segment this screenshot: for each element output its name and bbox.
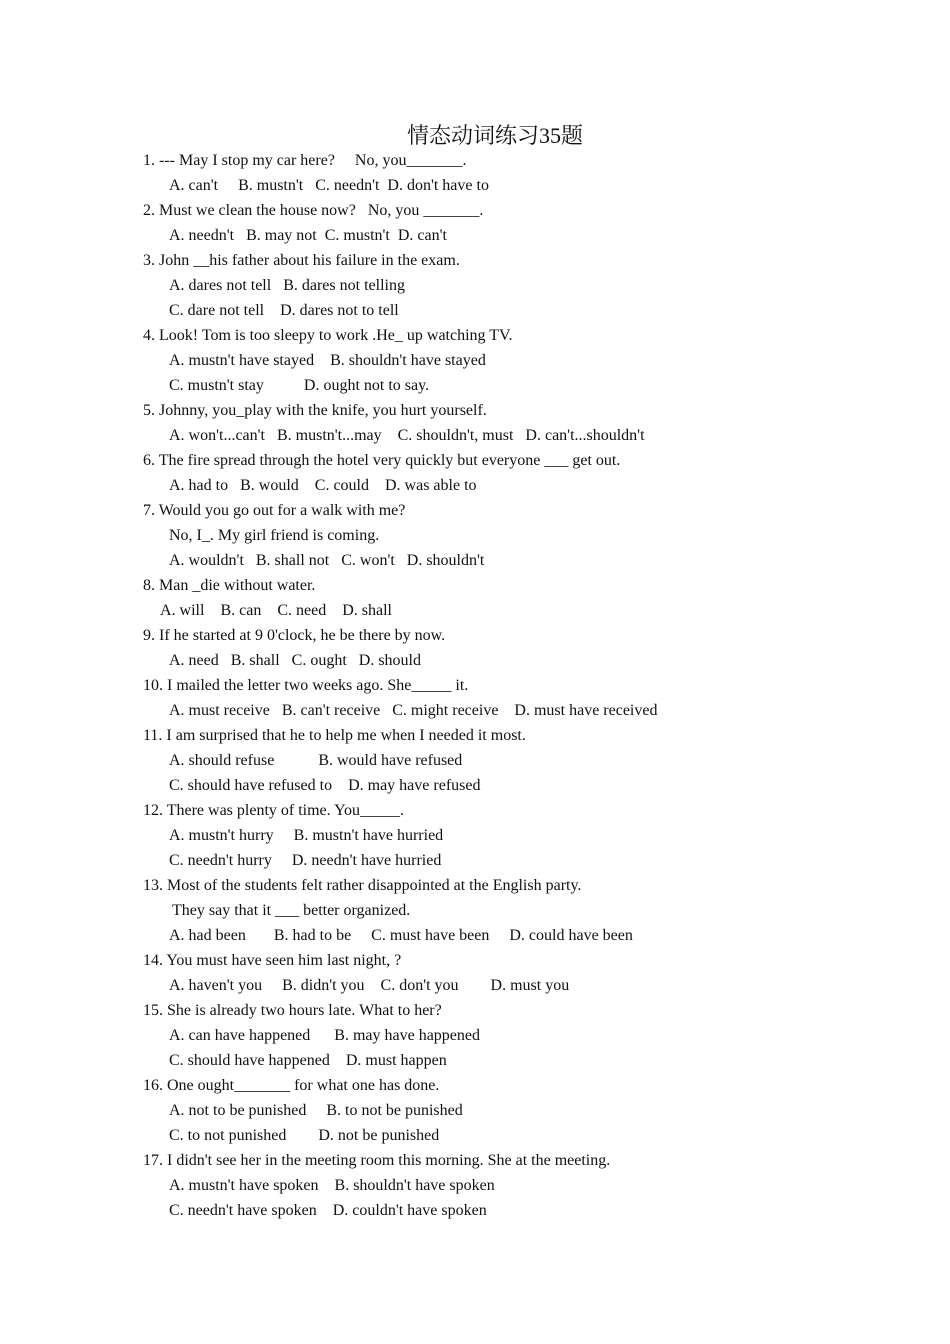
options-12b: C. needn't hurry D. needn't have hurried bbox=[169, 852, 442, 869]
options-14: A. haven't you B. didn't you C. don't you D. must you bbox=[169, 977, 570, 994]
question-12: 12. There was plenty of time. You_____. bbox=[143, 802, 405, 819]
options-12a: A. mustn't hurry B. mustn't have hurried bbox=[169, 827, 444, 844]
question-9: 9. If he started at 9 0'clock, he be there by now. bbox=[143, 627, 446, 644]
options-9: A. need B. shall C. ought D. should bbox=[169, 652, 421, 669]
options-10: A. must receive B. can't receive C. might receive D. must have received bbox=[169, 702, 658, 719]
options-7: A. wouldn't B. shall not C. won't D. shouldn't bbox=[169, 552, 485, 569]
question-15: 15. She is already two hours late. What to her? bbox=[143, 1002, 442, 1019]
question-13-cont: They say that it ___ better organized. bbox=[172, 902, 411, 919]
question-13: 13. Most of the students felt rather disappointed at the English party. bbox=[143, 877, 582, 894]
question-3: 3. John __his father about his failure in the exam. bbox=[143, 252, 460, 269]
options-15a: A. can have happened B. may have happened bbox=[169, 1027, 480, 1044]
options-4b: C. mustn't stay D. ought not to say. bbox=[169, 377, 430, 394]
question-5: 5. Johnny, you_play with the knife, you hurt yourself. bbox=[143, 402, 487, 419]
options-6: A. had to B. would C. could D. was able to bbox=[169, 477, 477, 494]
options-11a: A. should refuse B. would have refused bbox=[169, 752, 463, 769]
question-16: 16. One ought_______ for what one has done. bbox=[143, 1077, 440, 1094]
question-10: 10. I mailed the letter two weeks ago. She_____ it. bbox=[143, 677, 469, 694]
options-5: A. won't...can't B. mustn't...may C. shouldn't, must D. can't...shouldn't bbox=[169, 427, 645, 444]
question-7-reply: No, I_. My girl friend is coming. bbox=[169, 527, 380, 544]
question-14: 14. You must have seen him last night, ? bbox=[143, 952, 402, 969]
options-8: A. will B. can C. need D. shall bbox=[160, 602, 392, 619]
options-17b: C. needn't have spoken D. couldn't have spoken bbox=[169, 1202, 487, 1219]
options-16b: C. to not punished D. not be punished bbox=[169, 1127, 440, 1144]
question-1: 1. --- May I stop my car here? No, you_______. bbox=[143, 152, 467, 169]
question-8: 8. Man _die without water. bbox=[143, 577, 316, 594]
question-6: 6. The fire spread through the hotel very quickly but everyone ___ get out. bbox=[143, 452, 621, 469]
options-17a: A. mustn't have spoken B. shouldn't have spoken bbox=[169, 1177, 495, 1194]
options-16a: A. not to be punished B. to not be punished bbox=[169, 1102, 463, 1119]
options-3a: A. dares not tell B. dares not telling bbox=[169, 277, 405, 294]
options-13: A. had been B. had to be C. must have been D. could have been bbox=[169, 927, 633, 944]
options-1: A. can't B. mustn't C. needn't D. don't have to bbox=[169, 177, 489, 194]
question-7: 7. Would you go out for a walk with me? bbox=[143, 502, 406, 519]
question-17: 17. I didn't see her in the meeting room this morning. She at the meeting. bbox=[143, 1152, 611, 1169]
document-title: 情态动词练习35题 bbox=[406, 123, 583, 148]
question-4: 4. Look! Tom is too sleepy to work .He_ up watching TV. bbox=[143, 327, 513, 344]
question-2: 2. Must we clean the house now? No, you _______. bbox=[143, 202, 484, 219]
question-11: 11. I am surprised that he to help me when I needed it most. bbox=[143, 727, 526, 744]
options-11b: C. should have refused to D. may have refused bbox=[169, 777, 481, 794]
options-4a: A. mustn't have stayed B. shouldn't have stayed bbox=[169, 352, 486, 369]
options-2: A. needn't B. may not C. mustn't D. can't bbox=[169, 227, 447, 244]
options-15b: C. should have happened D. must happen bbox=[169, 1052, 447, 1069]
options-3b: C. dare not tell D. dares not to tell bbox=[169, 302, 399, 319]
